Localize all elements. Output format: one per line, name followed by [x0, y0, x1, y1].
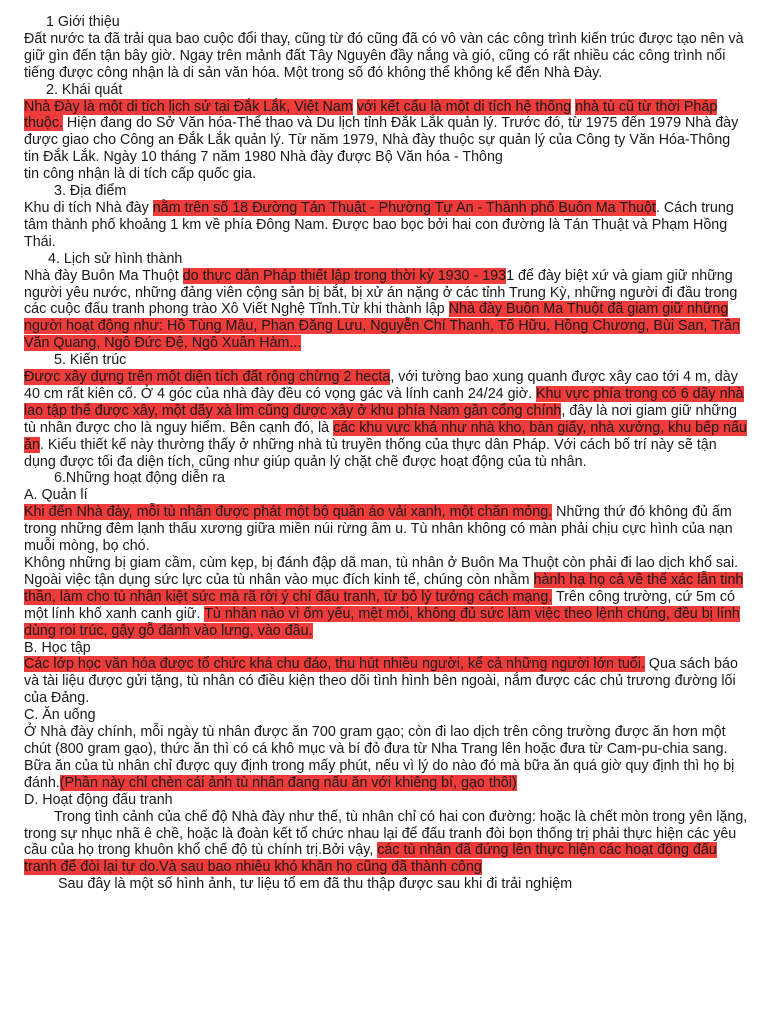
- body-text: , đây là nơi giam giữ những tù nhân được cho là nguy hiểm. Bên cạnh đó, là: [24, 402, 737, 436]
- highlight-text: các khu vực khá như nhà kho, bàn giấy, nhà xưởng, khu bếp nấu ăn: [24, 419, 747, 453]
- subheading-management: A. Quản lí: [24, 487, 88, 504]
- body-text: . Kiểu thiết kế này thường thấy ở những nhà tù truyền thống của thực dân Pháp. Với cách bố trí này sẽ tận dụng được tối đa diện tích, cũng như giúp quản lý chặt chẽ được hoạt động của tù nhân.: [24, 436, 717, 470]
- highlight-text: do thực dân Pháp thiết lập trong thời kỳ 1930 - 193: [182, 267, 507, 284]
- body-text: Trên công trường, cứ 5m có một lính khố xanh canh giữ.: [24, 588, 735, 622]
- highlight-text: Được xây dựng trên một diện tích đất rộng chừng 2 hecta: [24, 369, 391, 386]
- paragraph-study: [24, 656, 748, 707]
- highlight-text: Nhà đày Buôn Ma Thuột đã giam giữ những người hoạt động như: Hồ Tùng Mậu, Phan Đăng Lưu, Nguyễn Chí Thanh, Tố Hữu, Hồng Chương, Bùi San, Trần Văn Quang, Ngô Đức Đệ, Ngô Xuân Hàm...: [24, 301, 740, 352]
- closing-line: Sau đây là một số hình ảnh, tư liệu tổ em đã thu thập được sau khi đi trải nghiệm: [58, 876, 573, 893]
- body-text: 1 để đày biệt xứ và giam giữ những người yêu nước, những đảng viên cộng sản bị bắt, bị xử án nặng ở các tỉnh Trung Kỳ, những người đi đầu trong các cuộc đấu tranh phong trào Xô Viết Nghệ Tĩnh.Từ khi thành lập: [24, 267, 738, 318]
- body-text: Ở Nhà đày chính, mỗi ngày tù nhân được ăn 700 gram gạo; còn đi lao dịch trên công trường được ăn hơn một chút (800 gram gạo), thức ăn thì có cá khô mục và bí đỏ đưa từ Nha Trang lên hoặc đưa từ Cam-pu-chia sang. Bữa ăn của tù nhân chỉ được quy định trong mấy phút, nếu vì lý do nào đó mà bữa ăn quá giờ quy định thì họ bị đánh.: [24, 724, 735, 791]
- highlight-text: Khu vực phía trong có 6 dãy nhà lao tập thể được xây, một dãy xà lim cũng được xây ở khu phía Nam gần cổng chính: [24, 385, 744, 419]
- highlight-text: Nhà Đày là một di tích lịch sử tại Đắk Lắk, Việt Nam: [24, 98, 353, 115]
- subheading-study: B. Học tập: [24, 639, 91, 656]
- body-text: Không những bị giam cầm, cùm kẹp, bị đánh đập dã man, tù nhân ở Buôn Ma Thuột còn phải đi lao dịch khổ sai. Ngoài việc tận dụng sức lực của tù nhân vào mục đích kinh tế, chúng còn nhằm: [24, 555, 739, 588]
- subheading-food: C. Ăn uống: [24, 707, 96, 724]
- paragraph-food: [24, 724, 748, 792]
- paragraph-architecture: [24, 369, 748, 470]
- highlight-text: với kết cấu là một di tích hệ thống: [356, 98, 572, 115]
- paragraph-management-1: [24, 504, 748, 555]
- highlight-text: Khi đến Nhà đày, mỗi tù nhân được phát một bộ quần áo vải xanh, một chăn mỏng.: [24, 504, 553, 521]
- highlight-text: các tù nhân đã đứng lên thực hiện các hoạt động đấu tranh để đòi lại tự do.Và sau bao nhiêu khó khăn họ cũng đã thành công: [24, 842, 717, 876]
- highlight-text: hành hạ họ cả về thể xác lẫn tinh thần, làm cho tù nhân kiệt sức mà rã rời ý chí đấu tranh, từ bỏ lý tưởng cách mạng.: [24, 571, 744, 605]
- paragraph-overview: [24, 99, 748, 167]
- paragraph-location: [24, 200, 748, 251]
- section-heading-location: 3. Địa điểm: [54, 183, 127, 200]
- highlight-text: Các lớp học văn hóa được tổ chức khá chu đáo, thu hút nhiều người, kể cả những người lớn tuổi.: [24, 656, 645, 673]
- paragraph-history: [24, 268, 748, 353]
- body-text: Trong tình cảnh của chế độ Nhà đày như thế, tù nhân chỉ có hai con đường: hoặc là chết mòn trong yên lặng, trong sự nhục nhã ê chề, hoặc là đoàn kết tổ chức nhau lại để đấu tranh đòi bọn thống trị phải thực hiện các yêu cầu của họ trong khuôn khổ chế độ tù chính trị.Bởi vậy,: [24, 808, 748, 859]
- body-text: Khu di tích Nhà đày: [24, 199, 153, 216]
- section-heading-history: 4. Lịch sử hình thành: [48, 250, 183, 267]
- body-text: Qua sách báo và tài liệu được gửi tặng, tù nhân có điều kiện theo dõi tình hình bên ngoài, nắm được các chủ trương đường lối của Đảng.: [24, 656, 738, 707]
- paragraph-intro: Đất nước ta đã trải qua bao cuộc đổi thay, cũng từ đó cũng đã có vô vàn các công trình kiến trúc được tạo nên và giữ gìn đến tận bây giờ. Ngay trên mảnh đất Tây Nguyên đầy nắng và gió, cũng có rất nhiều các công trình nổi tiếng được công nhận là di sản văn hóa. Một trong số đó không thể không kể đến Nhà Đày.: [24, 30, 744, 81]
- section-heading-intro: 1 Giới thiệu: [46, 14, 120, 30]
- body-text: , với tường bao xung quanh được xây cao tới 4 m, dày 40 cm rất kiên cố. Ở 4 góc của nhà đày đều có vọng gác và lính canh 24/24 giờ.: [24, 369, 738, 402]
- section-heading-architecture: 5. Kiến trúc: [54, 352, 127, 369]
- highlight-text: nhà tù cũ từ thời Pháp thuộc.: [24, 98, 718, 132]
- highlight-text: Tù nhân nào vì ốm yếu, mệt mỏi, không đủ sức làm việc theo lệnh chúng, đều bị lính dùng roi trúc, gậy gỗ đánh vào lưng, vào đầu.: [24, 605, 740, 639]
- highlight-text: (Phần này chỉ chèn cái ảnh tù nhân đang nấu ăn với khiêng bí, gạo thôi): [59, 774, 517, 791]
- subheading-struggle: D. Hoạt động đấu tranh: [24, 791, 173, 808]
- paragraph-struggle: [24, 809, 748, 877]
- body-text: . Cách trung tâm thành phố khoảng 1 km về phía Đông Nam. Được bao bọc bởi hai con đường là Tán Thuật và Phạm Hồng Thái.: [24, 199, 734, 250]
- section-heading-activities: 6.Những hoạt động diễn ra: [54, 470, 225, 487]
- body-text: Hiện đang do Sở Văn hóa-Thể thao và Du lịch tỉnh Đắk Lắk quản lý. Trước đó, từ 1975 đến 1979 Nhà đày được giao cho Công an Đắk Lắk quản lý. Từ năm 1979, Nhà đày thuộc sự quản lý của Công ty Văn Hóa-Thông tin Đắk Lắk. Ngày 10 tháng 7 năm 1980 Nhà đày được Bộ Văn hóa - Thông: [24, 115, 739, 166]
- paragraph-overview-end: tin công nhận là di tích cấp quốc gia.: [24, 166, 257, 183]
- paragraph-management-2: [24, 555, 748, 640]
- highlight-text: nằm trên số 18 Đường Tán Thuật - Phường Tự An - Thành phố Buôn Ma Thuột: [152, 199, 656, 216]
- body-text: Những thứ đó không đủ ấm trong những đêm lạnh thấu xương giữa miền núi rừng âm u. Tù nhân không có màn phải chịu cực hình của nạn muỗi mòng, bọ chó.: [24, 504, 733, 555]
- section-heading-overview: 2. Khái quát: [46, 81, 123, 98]
- body-text: Nhà đày Buôn Ma Thuột: [24, 267, 183, 284]
